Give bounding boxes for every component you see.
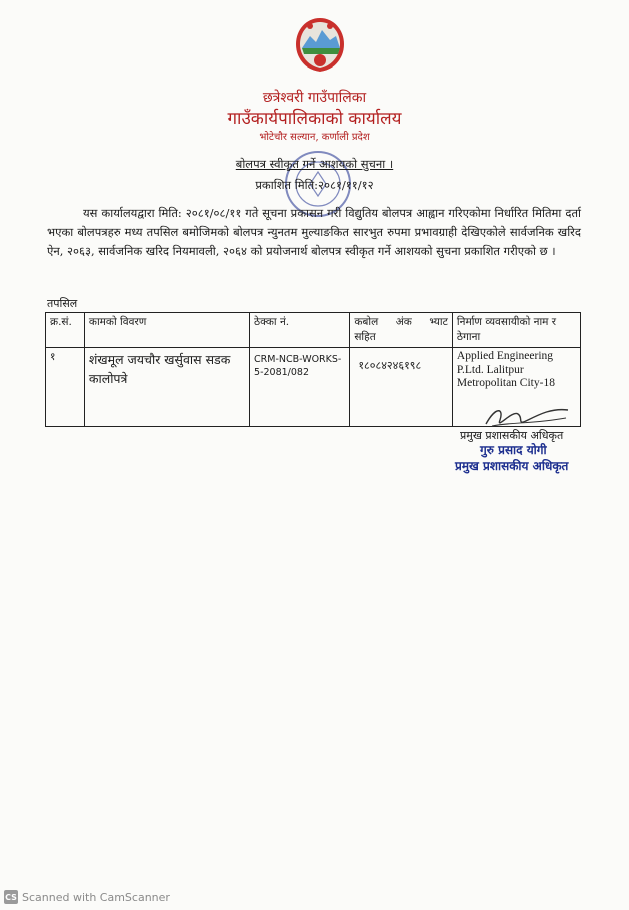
office-name: गाउँकार्यपालिकाको कार्यालय [227,109,402,129]
header-work: कामको विवरण [84,313,249,348]
header-builder: निर्माण व्यवसायीको नाम र ठेगाना [452,313,580,348]
notice-body [47,204,581,261]
nepal-emblem-icon [288,14,352,76]
scanner-footer [4,890,170,904]
published-date: प्रकाशित मिति:२०८१/११/१२ [255,178,374,192]
signatory-name: गुरु प्रसाद योगी [480,443,547,457]
header-amount-d: सहित [354,331,376,343]
cell-contract: CRM-NCB-WORKS-5-2081/082 [250,348,350,427]
header-contract: ठेक्का नं. [250,313,350,348]
header-amount-c: भ्याट [429,316,448,328]
header-amount [350,313,453,348]
signatory-role: प्रमुख प्रशासकीय अधिकृत [460,429,564,442]
scanner-text: Scanned with CamScanner [22,890,170,904]
signatory-stamp-title: प्रमुख प्रशासकीय अधिकृत [455,459,569,473]
cell-work: शंखमूल जयचौर खर्सुवास सडक कालोपत्रे [84,348,249,427]
notice-body-text: यस कार्यालयद्वारा मिति: २०८१/०८/११ गते सूचना प्रकासन गरी विद्युतिय बोलपत्र आह्वान गरिएकोमा निर्धारित मितिमा दर्ता भएका बोलपत्रहरु मध्य तपसिल बमोजिमको बोलपत्र न्युनतम मुल्याङकित सारभुत रुपमा प्रभावग्राही देखिएकोले सार्वजनिक खरिद ऐन, २०६३, सार्वजनिक खरिद नियमावली, २०६४ को प्रयोजनार्थ बोलपत्र स्वीकृत गर्ने आशयको सुचना प्रकाशित गरीएको छ । [47,206,581,258]
cell-builder: Applied Engineering P.Ltd. Lalitpur Metropolitan City-18 [452,348,580,427]
cell-sn: १ [46,348,85,427]
header-amount-a: कबोल [354,316,379,328]
header-sn: क्र.सं. [46,313,85,348]
table-header-row [46,313,581,348]
municipality-name: छत्रेश्वरी गाउँपालिका [262,90,367,106]
camscanner-logo-icon: CS [4,890,18,904]
notice-title: बोलपत्र स्वीकृत गर्ने आशयको सुचना । [235,157,394,171]
office-address: भोटेचौर सल्यान, कर्णाली प्रदेश [259,132,370,143]
header-amount-b: अंक [395,316,412,328]
cell-amount: १८०८४२४६१९८ [350,348,453,427]
table-caption: तपसिल [47,297,78,310]
